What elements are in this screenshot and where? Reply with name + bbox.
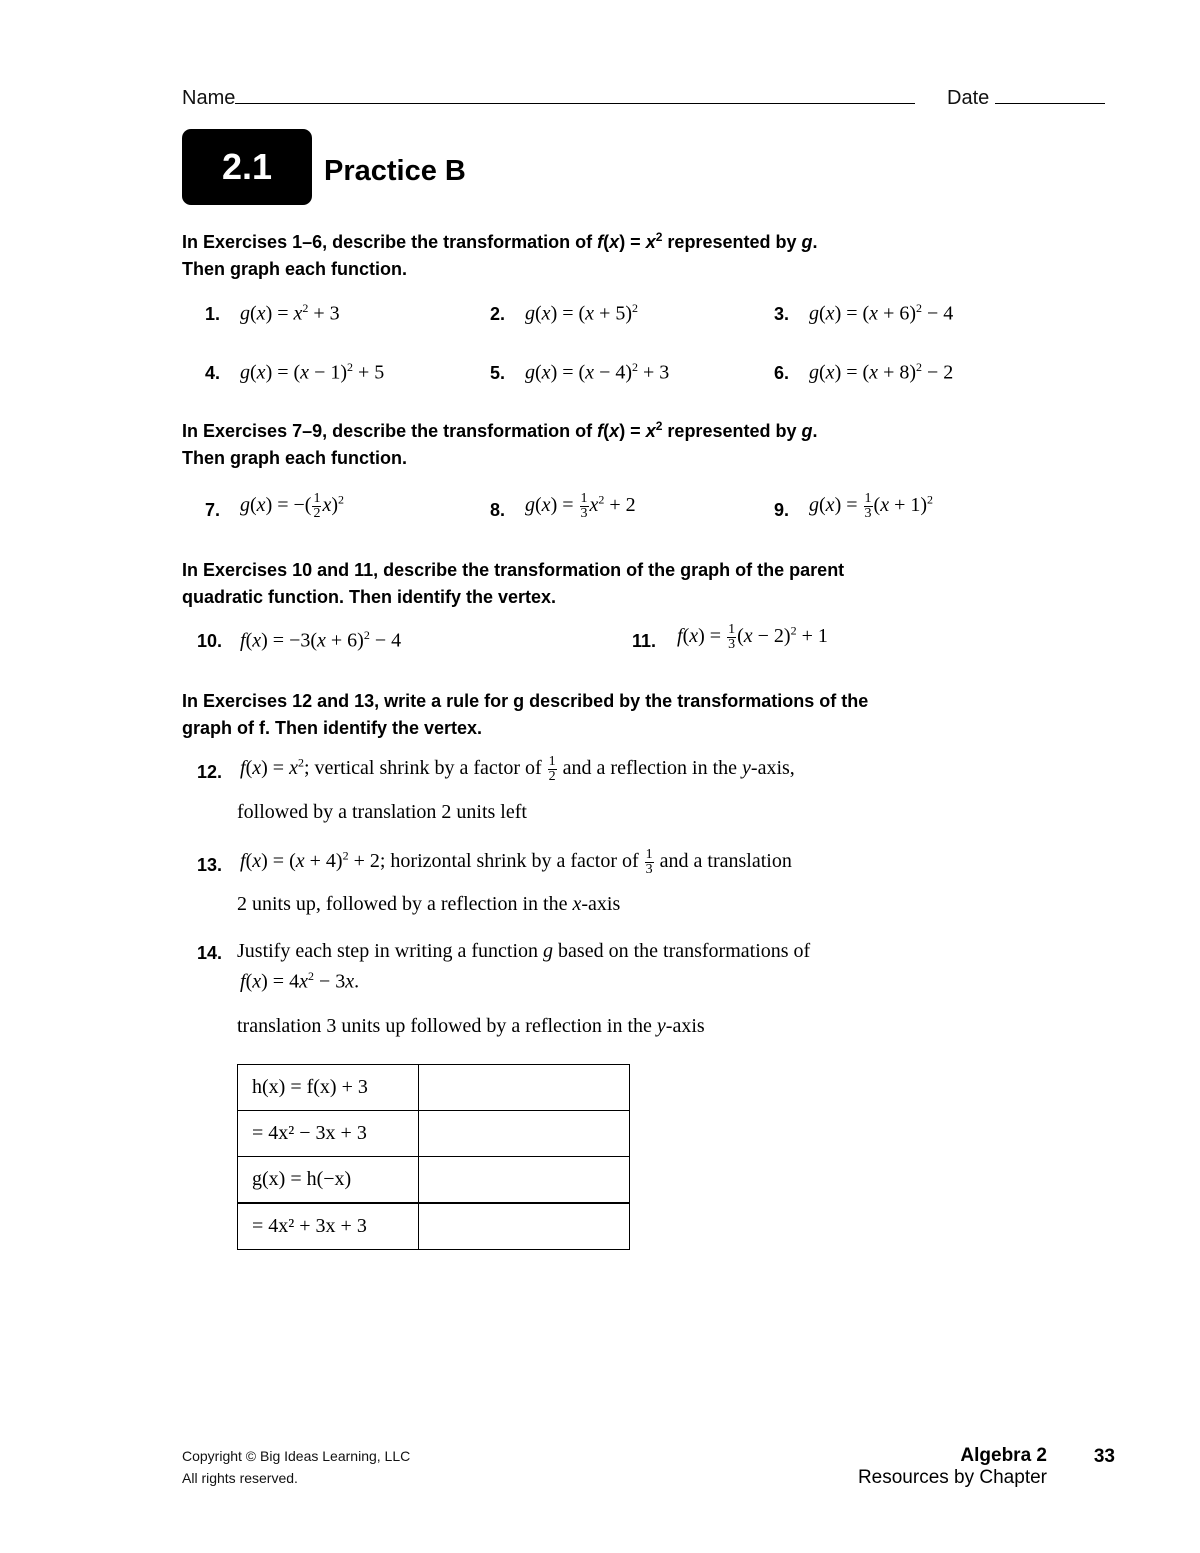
exercise-number: 8. — [490, 500, 506, 520]
exercise-number: 11. — [632, 631, 657, 651]
exercise-number: 2. — [490, 304, 506, 324]
instructions-1: In Exercises 1–6, describe the transformation of $f(x) = x^2$ represented by g. Then graph each function. — [182, 230, 818, 279]
name-blank[interactable] — [235, 85, 915, 104]
exercise-7: g(x) = −( $\frac{1}{2}$ x)$^2$ — [240, 491, 345, 521]
exercise-number: 10. — [197, 631, 223, 651]
exercise-3: $g(x) = (x + 6)^2 - 4$ — [809, 301, 954, 325]
instructions-4: In Exercises 12 and 13, write a rule for g described by the transformations of the graph of f. Then identify the vertex. — [182, 691, 869, 738]
section-badge: 2.1 — [182, 129, 312, 205]
table-cell-reason[interactable] — [419, 1111, 630, 1157]
exercise-13: $f(x) = (x + 4)^2 + 2$; horizontal shrink by a factor of $\frac{1}{3}$ and a translation — [240, 847, 792, 877]
exercise-6: $g(x) = (x + 8)^2 - 2$ — [809, 360, 954, 384]
exercise-number: 9. — [774, 500, 790, 520]
exercise-14-line3: translation 3 units up followed by a reflection in the y-axis — [237, 1015, 705, 1037]
exercise-9: g(x) = $\frac{1}{3}$ $(x + 1)^2$ — [809, 491, 934, 521]
exercise-number: 14. — [197, 943, 223, 963]
date-blank[interactable] — [995, 85, 1105, 104]
table-cell-expr: h(x) = f(x) + 3 — [238, 1065, 419, 1111]
exercise-2: $g(x) = (x + 5)^2$ — [525, 301, 639, 325]
book-title: Algebra 2 — [960, 1445, 1047, 1466]
exercise-5: $g(x) = (x - 4)^2 + 3$ — [525, 360, 670, 384]
exercise-12-line2: followed by a translation 2 units left — [237, 801, 527, 823]
exercise-12: $f(x) = x^2$; vertical shrink by a factor of $\frac{1}{2}$ and a reflection in the y-axis, — [240, 754, 795, 784]
date-label: Date — [947, 87, 990, 109]
instructions-3: In Exercises 10 and 11, describe the transformation of the graph of the parent quadratic function. Then identify the vertex. — [182, 560, 845, 607]
page-number: 33 — [1093, 1446, 1115, 1467]
exercise-number: 12. — [197, 762, 223, 782]
rights-text: All rights reserved. — [182, 1470, 298, 1486]
exercise-11: f(x) = $\frac{1}{3}$ $(x - 2)^2 + 1$ — [677, 622, 828, 652]
name-field[interactable] — [182, 85, 915, 110]
date-field[interactable] — [947, 85, 1105, 110]
copyright-text: Copyright © Big Ideas Learning, LLC — [182, 1448, 411, 1464]
exercise-14-function: $f(x) = 4x^2 - 3x$. — [240, 969, 360, 993]
table-cell-expr: g(x) = h(−x) — [238, 1157, 419, 1204]
exercise-number: 5. — [490, 363, 506, 383]
table-cell-expr: = 4x² − 3x + 3 — [238, 1111, 419, 1157]
table-row — [238, 1203, 630, 1250]
exercise-number: 1. — [205, 304, 221, 324]
table-cell-reason[interactable] — [419, 1157, 630, 1204]
exercise-number: 6. — [774, 363, 790, 383]
page-title: Practice B — [324, 155, 466, 187]
exercise-13-line2: 2 units up, followed by a reflection in the x-axis — [237, 893, 621, 915]
exercise-number: 4. — [205, 363, 221, 383]
name-label: Name — [182, 87, 236, 109]
table-cell-expr: = 4x² + 3x + 3 — [238, 1203, 419, 1250]
exercise-1: $g(x) = x^2 + 3$ — [240, 301, 340, 325]
justification-table — [237, 1064, 630, 1250]
exercise-14-line1: Justify each step in writing a function g based on the transformations of — [237, 940, 811, 962]
table-row — [238, 1065, 630, 1111]
exercise-10: $f(x) = -3(x + 6)^2 - 4$ — [240, 628, 402, 652]
book-subtitle: Resources by Chapter — [857, 1467, 1047, 1488]
exercise-8: g(x) = $\frac{1}{3}$ $x^2 + 2$ — [525, 491, 636, 521]
table-row — [238, 1157, 630, 1204]
exercise-number: 13. — [197, 855, 223, 875]
exercise-4: $g(x) = (x - 1)^2 + 5$ — [240, 360, 385, 384]
exercise-number: 7. — [205, 500, 221, 520]
table-cell-reason[interactable] — [419, 1065, 630, 1111]
exercise-number: 3. — [774, 304, 790, 324]
instructions-2: In Exercises 7–9, describe the transformation of $f(x) = x^2$ represented by g. Then graph each function. — [182, 419, 818, 468]
table-row — [238, 1111, 630, 1157]
table-cell-reason[interactable] — [419, 1203, 630, 1250]
